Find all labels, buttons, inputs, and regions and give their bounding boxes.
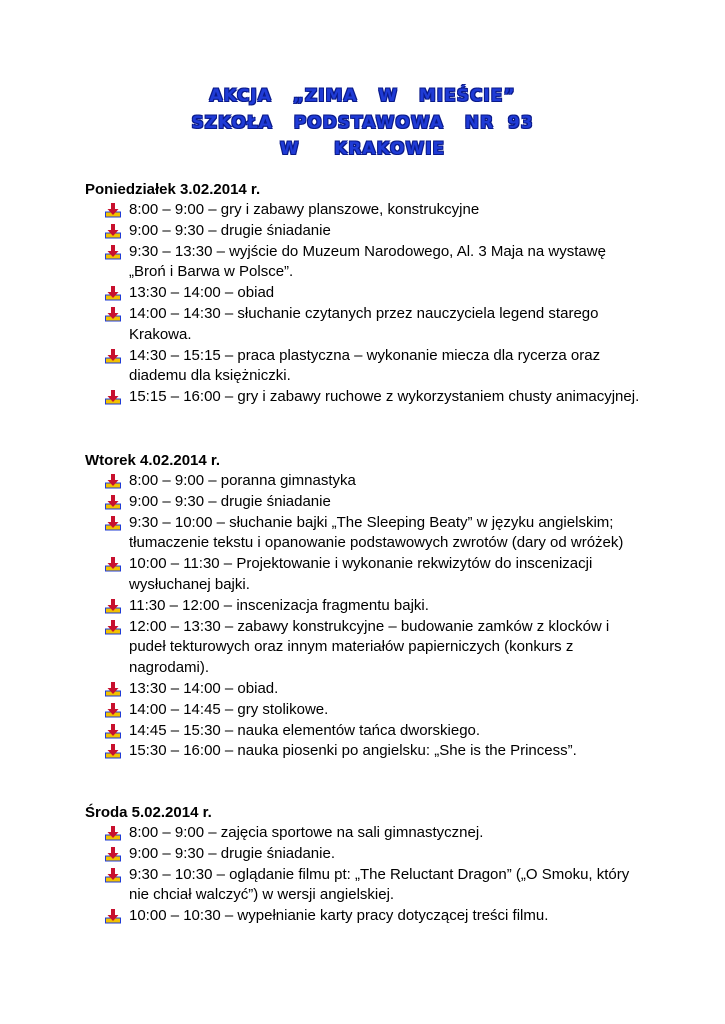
arrow-down-into-box-icon (105, 744, 121, 759)
schedule-item (85, 513, 645, 555)
schedule-item (85, 387, 645, 408)
arrow-down-into-box-icon (105, 286, 121, 301)
schedule-item-text: 14:45 – 15:30 – nauka elementów tańca dworskiego. (129, 721, 481, 739)
arrow-down-into-box-icon (105, 682, 121, 697)
arrow-down-into-box-icon (105, 349, 121, 364)
schedule-item (85, 221, 645, 242)
schedule-item-text: 15:15 – 16:00 – gry i zabawy ruchowe z wykorzystaniem chusty animacyjnej. (129, 388, 640, 406)
schedule-item-text: 12:00 – 13:30 – zabawy konstrukcyjne – budowanie zamków z klocków i pudeł tekturowych oraz innym materiałów papierniczych (konkurs z nagrodami). (129, 617, 610, 677)
schedule-item (85, 554, 645, 596)
day-heading: Poniedziałek 3.02.2014 r. (85, 181, 261, 198)
title-line-1: AKCJA „ZIMA W MIEŚCIE” (209, 86, 516, 106)
arrow-down-into-box-icon (105, 516, 121, 531)
arrow-down-into-box-icon (105, 847, 121, 862)
schedule-item (85, 679, 645, 700)
schedule-item (85, 471, 645, 492)
schedule-item (85, 492, 645, 513)
schedule-item-text: 8:00 – 9:00 – zajęcia sportowe na sali gimnastycznej. (129, 824, 484, 841)
arrow-down-into-box-icon (105, 307, 121, 322)
arrow-down-into-box-icon (105, 599, 121, 614)
arrow-down-into-box-icon (105, 620, 121, 635)
day-heading: Środa 5.02.2014 r. (85, 804, 212, 821)
schedule-item-text: 14:00 – 14:30 – słuchanie czytanych przez nauczyciela legend starego Krakowa. (129, 304, 599, 343)
day-wednesday (85, 802, 645, 927)
arrow-down-into-box-icon (105, 245, 121, 260)
schedule-item-text: 8:00 – 9:00 – gry i zabawy planszowe, konstrukcyjne (129, 201, 480, 218)
title-line-2: SZKOŁA PODSTAWOWA NR 93 (191, 113, 534, 133)
arrow-down-into-box-icon (105, 868, 121, 883)
schedule-item (85, 242, 645, 284)
arrow-down-into-box-icon (105, 224, 121, 239)
schedule-item-text: 10:00 – 10:30 – wypełnianie karty pracy dotyczącej treści filmu. (129, 907, 549, 925)
schedule-list (85, 823, 645, 927)
day-tuesday (85, 450, 645, 762)
schedule-item (85, 741, 645, 762)
schedule-item (85, 906, 645, 927)
schedule-item-text: 9:30 – 13:30 – wyjście do Muzeum Narodowego, Al. 3 Maja na wystawę „Broń i Barwa w Polsce”. (129, 242, 606, 281)
schedule-item-text: 9:30 – 10:30 – oglądanie filmu pt: „The Reluctant Dragon” („O Smoku, który nie chciał walczyć”) w wersji angielskiej. (129, 865, 630, 904)
schedule-item-text: 11:30 – 12:00 – inscenizacja fragmentu bajki. (129, 596, 429, 614)
schedule-item (85, 700, 645, 721)
schedule-list (85, 200, 645, 408)
schedule-item (85, 721, 645, 742)
day-monday (85, 179, 645, 408)
schedule-item (85, 200, 645, 221)
schedule-item (85, 283, 645, 304)
schedule-item-text: 10:00 – 11:30 – Projektowanie i wykonanie rekwizytów do inscenizacji wysłuchanej bajki. (129, 555, 593, 593)
schedule-item-text: 14:30 – 15:15 – praca plastyczna – wykonanie miecza dla rycerza oraz diademu dla księżniczki. (129, 346, 601, 385)
schedule-item-text: 8:00 – 9:00 – poranna gimnastyka (129, 472, 356, 489)
day-heading: Wtorek 4.02.2014 r. (85, 452, 221, 469)
arrow-down-into-box-icon (105, 826, 121, 841)
schedule-item-text: 9:00 – 9:30 – drugie śniadanie. (129, 844, 335, 862)
schedule-item-text: 9:30 – 10:00 – słuchanie bajki „The Sleeping Beaty” w języku angielskim; tłumaczenie tekstu i opanowanie podstawowych zwrotów (dary od wróżek) (129, 513, 624, 552)
arrow-down-into-box-icon (105, 557, 121, 572)
schedule-list (85, 471, 645, 762)
arrow-down-into-box-icon (105, 703, 121, 718)
schedule-item (85, 596, 645, 617)
arrow-down-into-box-icon (105, 390, 121, 405)
schedule-item (85, 617, 645, 679)
arrow-down-into-box-icon (105, 495, 121, 510)
schedule-item (85, 865, 645, 907)
schedule-item-text: 13:30 – 14:00 – obiad. (129, 679, 279, 697)
schedule-item (85, 844, 645, 865)
schedule-item (85, 823, 645, 844)
schedule-item-text: 15:30 – 16:00 – nauka piosenki po angielsku: „She is the Princess”. (129, 742, 577, 760)
arrow-down-into-box-icon (105, 474, 121, 489)
arrow-down-into-box-icon (105, 909, 121, 924)
schedule-item (85, 304, 645, 346)
schedule-item-text: 9:00 – 9:30 – drugie śniadanie (129, 492, 331, 510)
schedule-item-text: 13:30 – 14:00 – obiad (129, 284, 275, 302)
schedule-item-text: 9:00 – 9:30 – drugie śniadanie (129, 221, 331, 239)
arrow-down-into-box-icon (105, 203, 121, 218)
schedule-item (85, 346, 645, 388)
title-line-3: W KRAKOWIE (279, 139, 446, 159)
schedule-item-text: 14:00 – 14:45 – gry stolikowe. (129, 700, 329, 718)
arrow-down-into-box-icon (105, 724, 121, 739)
